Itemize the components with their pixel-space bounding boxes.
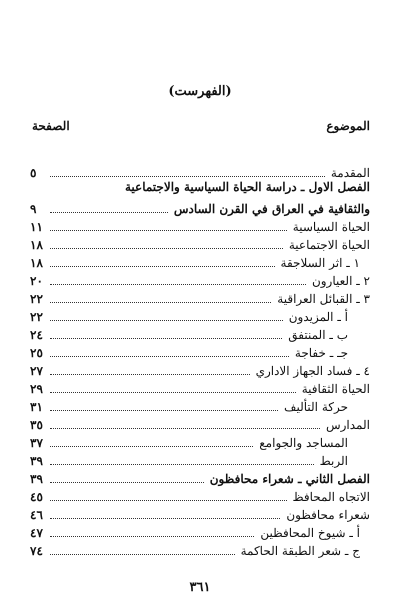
- dot-leader: [50, 482, 204, 483]
- dot-leader: [50, 518, 280, 519]
- toc-entry-title: ب ـ المنتفق: [288, 328, 348, 342]
- toc-entry: [30, 270, 370, 288]
- toc-entry-title: أ ـ شيوخ المحافظين: [260, 526, 360, 540]
- toc-entry-title: والثقافية في العراق في القرن السادس: [173, 202, 370, 216]
- toc-entry: [30, 324, 370, 342]
- toc-entry-title: الحياة الاجتماعية: [288, 238, 370, 252]
- dot-leader: [50, 248, 283, 249]
- toc-entry-page: ٢٠: [30, 274, 43, 288]
- dot-leader: [50, 374, 250, 375]
- toc-entry-page: ٣٩: [30, 454, 43, 468]
- toc-entry-title: أ ـ المزيدون: [288, 310, 348, 324]
- toc-entry-page: ٩: [30, 202, 37, 216]
- toc-entry-title: شعراء محافظون: [286, 508, 370, 522]
- toc-entry-page: ٤٧: [30, 526, 43, 540]
- toc-entry-title: ٣ ـ القبائل العراقية: [277, 292, 370, 306]
- toc-entry-title: الربط: [319, 454, 348, 468]
- dot-leader: [50, 428, 320, 429]
- page-number: ٣٦١: [189, 580, 211, 595]
- toc-entry: [30, 162, 370, 180]
- toc-entry: [30, 216, 370, 234]
- toc-entry-page: ٣٩: [30, 472, 43, 486]
- toc-entry-title: المقدمة: [330, 166, 370, 180]
- toc-entry-page: ٢٢: [30, 292, 43, 306]
- toc-entry-page: ١٨: [30, 238, 43, 252]
- toc-entry: [30, 234, 370, 252]
- toc-entry: [30, 540, 370, 558]
- toc-entry: [30, 396, 370, 414]
- toc-entry-page: ٢٧: [30, 364, 43, 378]
- toc-entry-title: ج ـ شعر الطبقة الحاكمة: [240, 544, 360, 558]
- toc-entry: [30, 504, 370, 522]
- toc-entry: [30, 378, 370, 396]
- dot-leader: [50, 356, 289, 357]
- dot-leader: [50, 320, 283, 321]
- toc-entry: [30, 522, 370, 540]
- dot-leader: [50, 176, 325, 177]
- toc-entry: [30, 468, 370, 486]
- toc-entry-page: ٧٤: [30, 544, 43, 558]
- toc-entry: [30, 432, 370, 450]
- toc-entry: [30, 252, 370, 270]
- dot-leader: [50, 464, 314, 465]
- toc-entry-title: حركة التأليف: [284, 400, 348, 414]
- toc-entry-page: ٣٧: [30, 436, 43, 450]
- dot-leader: [50, 266, 275, 267]
- toc-entry: [30, 198, 370, 216]
- toc-entry-page: ٣١: [30, 400, 43, 414]
- toc-entry-page: ١١: [30, 220, 43, 234]
- toc-entry-page: ٤٦: [30, 508, 43, 522]
- dot-leader: [50, 338, 282, 339]
- toc-entry-title: الحياة الثقافية: [301, 382, 370, 396]
- toc-entry: [30, 360, 370, 378]
- page-column-header: الصفحة: [32, 119, 70, 133]
- dot-leader: [50, 212, 168, 213]
- page-title: (الفهرست): [168, 84, 232, 99]
- toc-entry: [30, 306, 370, 324]
- dot-leader: [50, 284, 306, 285]
- toc-entry-page: ٢٢: [30, 310, 43, 324]
- dot-leader: [50, 446, 253, 447]
- toc-entry-title: ٤ ـ فساد الجهاز الاداري: [255, 364, 370, 378]
- toc-entry: [30, 450, 370, 468]
- toc-entry: [30, 342, 370, 360]
- toc-entry-title: الاتجاه المحافظ: [292, 490, 370, 504]
- toc-entry-title: ٢ ـ العيارون: [311, 274, 370, 288]
- toc-entry: [30, 486, 370, 504]
- toc-entry-page: ٢٥: [30, 346, 43, 360]
- topic-column-header: الموضوع: [326, 119, 370, 133]
- toc-entry-page: ٣٥: [30, 418, 43, 432]
- dot-leader: [50, 230, 287, 231]
- dot-leader: [50, 302, 271, 303]
- dot-leader: [50, 536, 254, 537]
- chapter-one-heading: الفصل الاول ـ دراسة الحياة السياسية والاجتماعية: [125, 180, 370, 194]
- toc-entry-title: المساجد والجوامع: [259, 436, 348, 450]
- toc-entry-page: ٥: [30, 166, 37, 180]
- toc-entry-page: ١٨: [30, 256, 43, 270]
- toc-entry-title: ١ ـ اثر السلاجقة: [280, 256, 360, 270]
- toc-entry: [30, 414, 370, 432]
- toc-entry: [30, 288, 370, 306]
- toc-entry-page: ٢٤: [30, 328, 43, 342]
- toc-entry-title: جـ ـ خفاجة: [294, 346, 348, 360]
- toc-entry-title: المدارس: [325, 418, 370, 432]
- dot-leader: [50, 554, 235, 555]
- dot-leader: [50, 410, 278, 411]
- dot-leader: [50, 500, 287, 501]
- dot-leader: [50, 392, 296, 393]
- toc-entry-title: الفصل الثاني ـ شعراء محافظون: [209, 472, 370, 486]
- toc-entry-page: ٢٩: [30, 382, 43, 396]
- toc-entry-title: الحياة السياسية: [292, 220, 370, 234]
- toc-entry-page: ٤٥: [30, 490, 43, 504]
